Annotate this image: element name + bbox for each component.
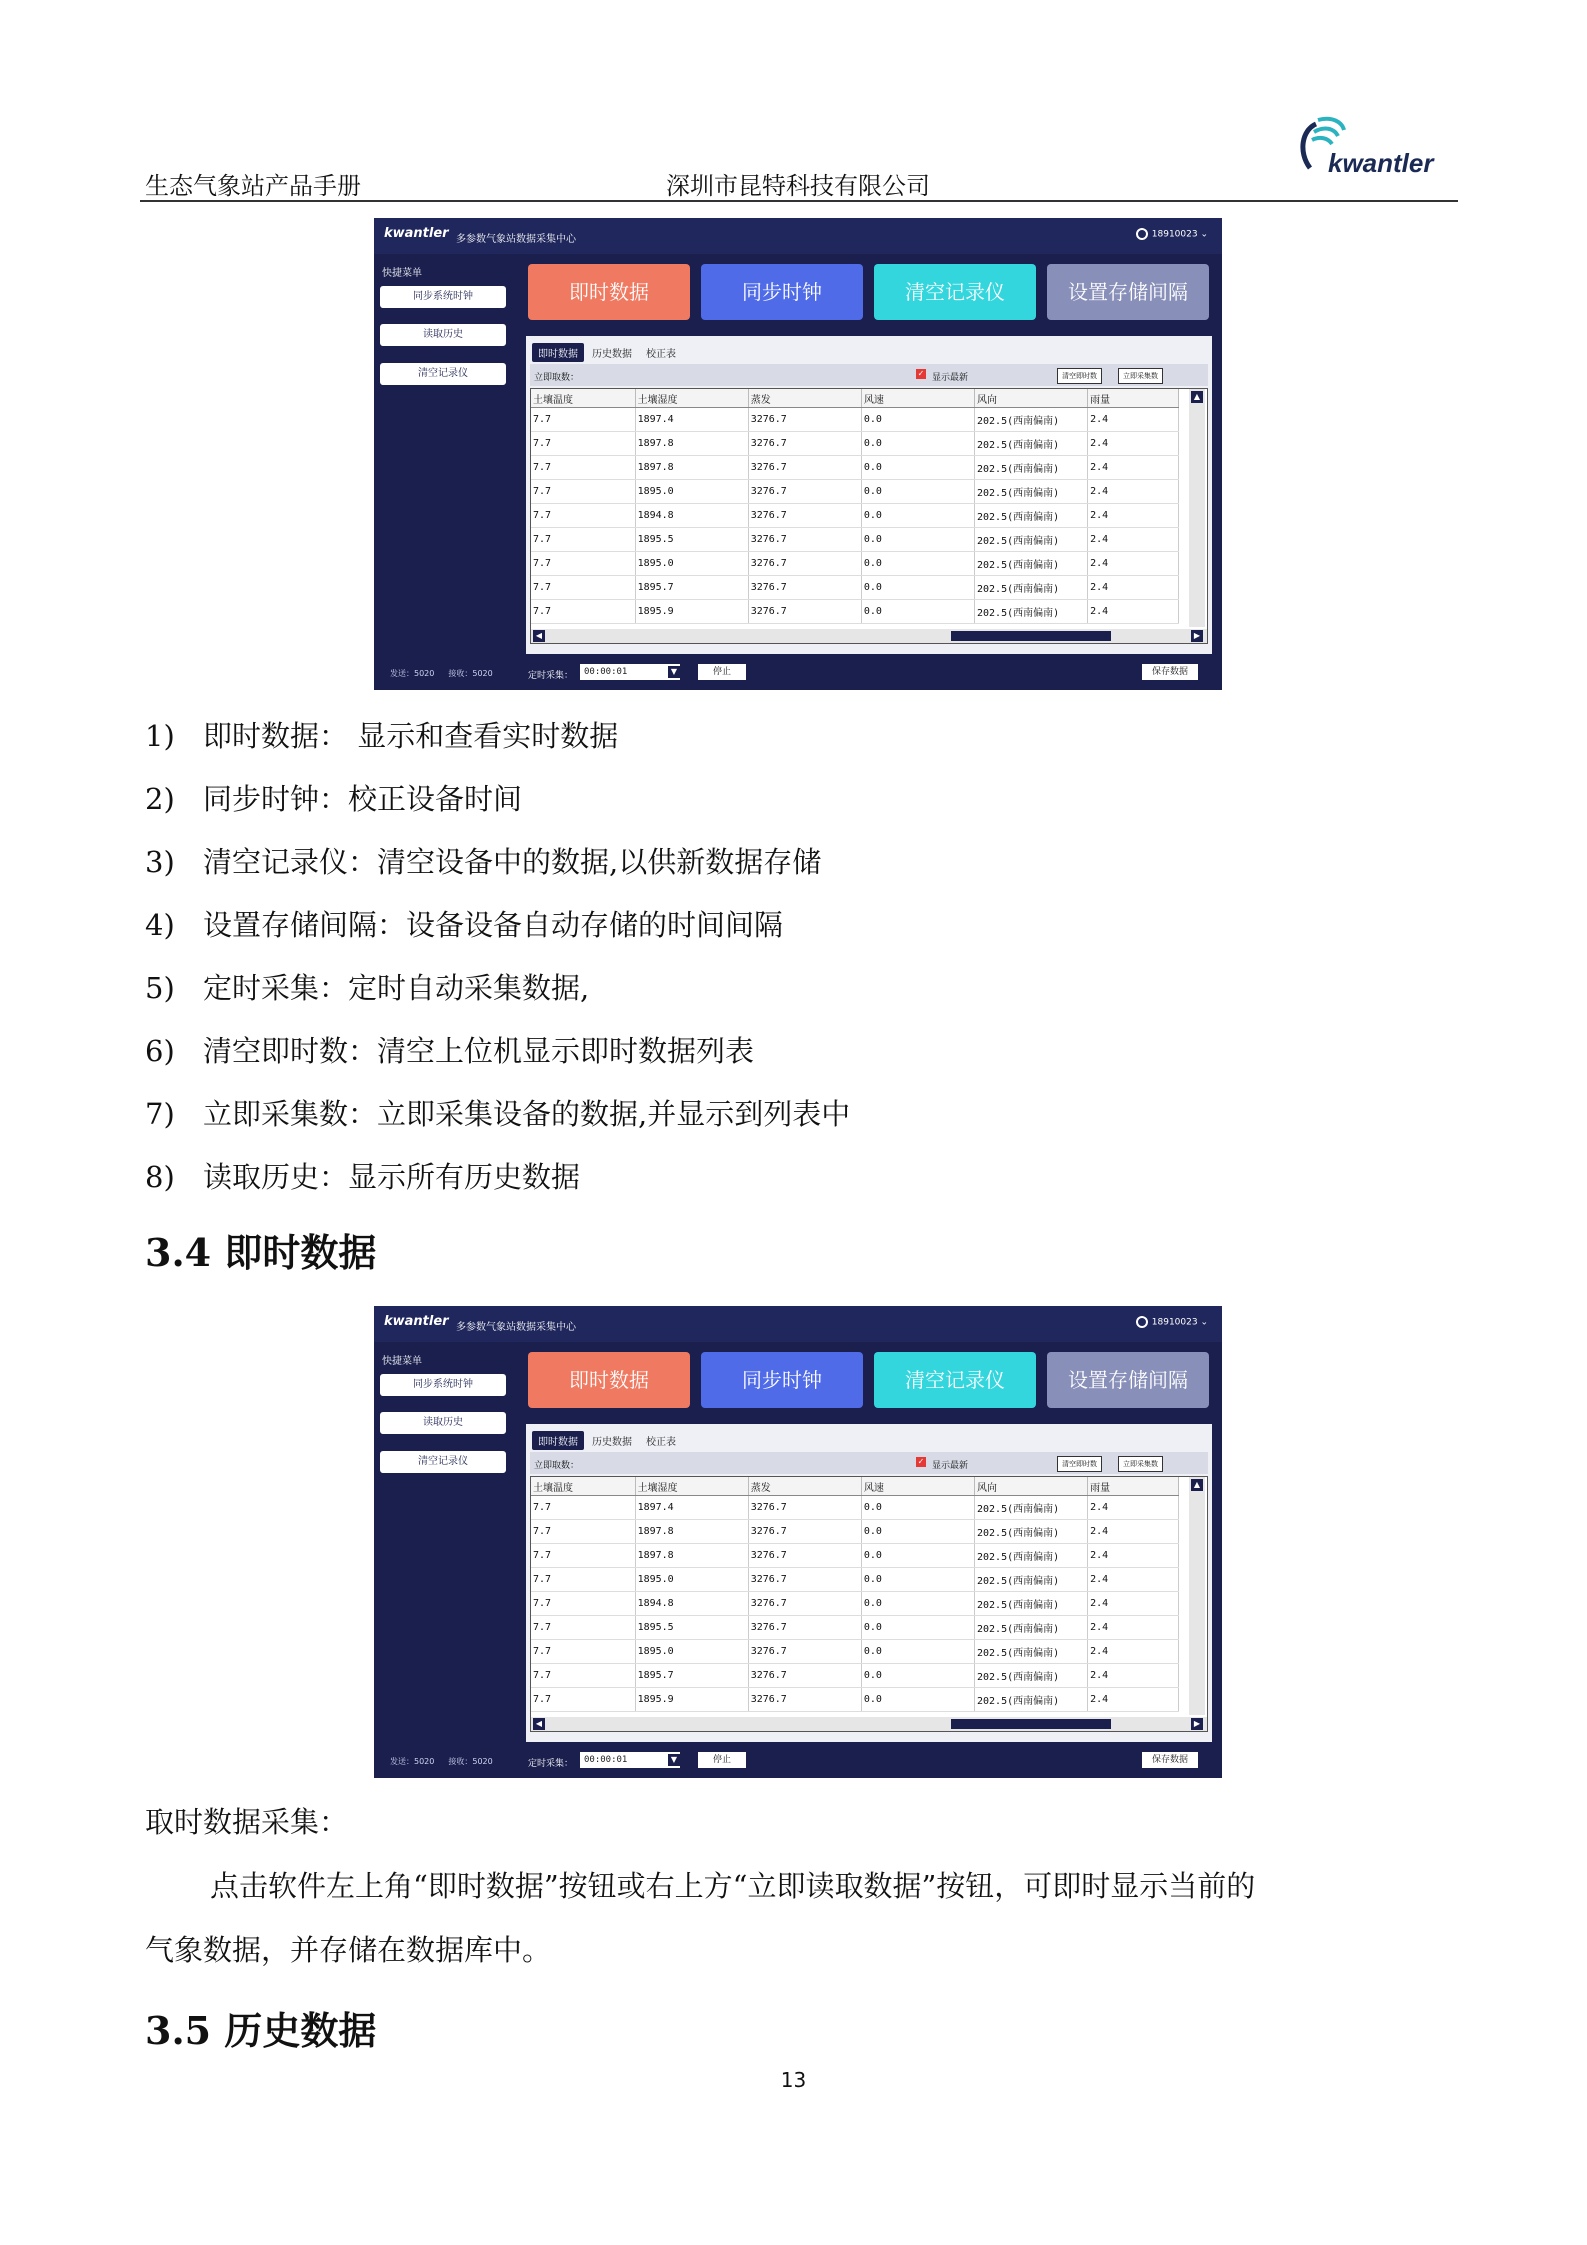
table-cell: 0.0 xyxy=(861,1520,974,1544)
table-cell: 2.4 xyxy=(1088,1688,1179,1712)
column-header[interactable]: 风速 xyxy=(861,1477,974,1496)
collect-now-button[interactable]: 立即采集数 xyxy=(1118,1456,1163,1472)
save-data-button[interactable]: 保存数据 xyxy=(1142,664,1198,680)
header-center: 深圳市昆特科技有限公司 xyxy=(666,172,930,200)
save-data-button[interactable]: 保存数据 xyxy=(1142,1752,1198,1768)
table-row[interactable] xyxy=(531,528,1179,552)
table-cell: 0.0 xyxy=(861,1664,974,1688)
user-menu[interactable]: 18910023 ⌄ xyxy=(1136,228,1208,240)
table-cell: 3276.7 xyxy=(748,1496,861,1520)
table-cell: 0.0 xyxy=(861,1592,974,1616)
table-cell: 7.7 xyxy=(531,408,635,432)
column-header[interactable]: 土壤温度 xyxy=(531,389,635,408)
table-cell: 7.7 xyxy=(531,1592,635,1616)
table-header-row xyxy=(531,1477,1179,1496)
user-icon xyxy=(1136,228,1148,240)
table-cell: 202.5(西南偏南) xyxy=(974,1688,1087,1712)
user-id: 18910023 xyxy=(1151,229,1198,240)
read-history-button[interactable]: 读取历史 xyxy=(380,324,506,346)
table-cell: 7.7 xyxy=(531,1544,635,1568)
table-cell: 2.4 xyxy=(1088,1592,1179,1616)
table-cell: 3276.7 xyxy=(748,552,861,576)
bottom-bar xyxy=(526,1750,1212,1772)
table-row[interactable] xyxy=(531,1568,1179,1592)
toolbar xyxy=(530,1452,1208,1474)
table-cell: 0.0 xyxy=(861,432,974,456)
table-cell: 0.0 xyxy=(861,1616,974,1640)
table-cell: 202.5(西南偏南) xyxy=(974,576,1087,600)
list-item xyxy=(145,966,589,1007)
table-cell: 7.7 xyxy=(531,456,635,480)
kwantler-logo xyxy=(1288,112,1458,184)
list-text: 同步时钟：校正设备时间 xyxy=(203,782,523,816)
user-id: 18910023 xyxy=(1151,1317,1198,1328)
column-header[interactable]: 蒸发 xyxy=(748,389,861,408)
table-cell: 2.4 xyxy=(1088,408,1179,432)
stop-button[interactable]: 停止 xyxy=(698,1752,746,1768)
column-header[interactable]: 雨量 xyxy=(1088,389,1179,408)
set-storage-interval-button[interactable]: 设置存储间隔 xyxy=(1047,264,1209,320)
table-cell: 7.7 xyxy=(531,432,635,456)
table-cell: 2.4 xyxy=(1088,456,1179,480)
table-cell: 2.4 xyxy=(1088,1616,1179,1640)
section-heading-3-4: 3.4 即时数据 xyxy=(145,1230,377,1275)
table-cell: 7.7 xyxy=(531,1640,635,1664)
table-cell: 7.7 xyxy=(531,1520,635,1544)
data-panel xyxy=(526,1424,1212,1742)
table-cell: 2.4 xyxy=(1088,576,1179,600)
table-cell: 1895.0 xyxy=(635,1568,748,1592)
data-panel xyxy=(526,336,1212,654)
list-item xyxy=(145,777,522,818)
table-cell: 1897.8 xyxy=(635,1520,748,1544)
table-row[interactable] xyxy=(531,408,1179,432)
table-cell: 202.5(西南偏南) xyxy=(974,1568,1087,1592)
table-cell: 7.7 xyxy=(531,576,635,600)
user-icon xyxy=(1136,1316,1148,1328)
table-row[interactable] xyxy=(531,600,1179,624)
table-cell: 202.5(西南偏南) xyxy=(974,456,1087,480)
table-cell: 2.4 xyxy=(1088,600,1179,624)
list-text: 立即采集数：立即采集设备的数据,并显示到列表中 xyxy=(203,1097,851,1131)
table-cell: 2.4 xyxy=(1088,504,1179,528)
tab-calibration[interactable]: 校正表 xyxy=(646,349,676,360)
column-header[interactable]: 风向 xyxy=(974,389,1087,408)
list-num: 5) xyxy=(145,971,175,1005)
table-cell: 0.0 xyxy=(861,480,974,504)
tab-realtime[interactable]: 即时数据 xyxy=(532,1431,584,1450)
app-topbar xyxy=(374,218,1222,254)
page-number: 13 xyxy=(780,2068,807,2092)
software-screenshot-1 xyxy=(374,218,1222,690)
table-cell: 7.7 xyxy=(531,600,635,624)
sidebar xyxy=(374,254,524,690)
table-cell: 0.0 xyxy=(861,456,974,480)
table-cell: 3276.7 xyxy=(748,408,861,432)
table-cell: 1897.8 xyxy=(635,432,748,456)
column-header[interactable]: 风速 xyxy=(861,389,974,408)
table-cell: 0.0 xyxy=(861,528,974,552)
table-cell: 1897.8 xyxy=(635,456,748,480)
app-logo: kwantler xyxy=(384,1314,449,1329)
table-row[interactable] xyxy=(531,1616,1179,1640)
table-row[interactable] xyxy=(531,1592,1179,1616)
column-header[interactable]: 蒸发 xyxy=(748,1477,861,1496)
timer-input[interactable]: 00:00:01 xyxy=(580,664,680,680)
table-cell: 202.5(西南偏南) xyxy=(974,1592,1087,1616)
app-topbar xyxy=(374,1306,1222,1342)
table-cell: 202.5(西南偏南) xyxy=(974,408,1087,432)
list-num: 3) xyxy=(145,845,175,879)
table-cell: 7.7 xyxy=(531,1568,635,1592)
user-menu[interactable]: 18910023 ⌄ xyxy=(1136,1316,1208,1328)
table-cell: 202.5(西南偏南) xyxy=(974,1544,1087,1568)
tab-bar xyxy=(532,342,684,360)
menu-title: 快捷菜单 xyxy=(382,1356,422,1367)
table-cell: 202.5(西南偏南) xyxy=(974,600,1087,624)
timer-label: 定时采集： xyxy=(528,671,574,681)
list-item xyxy=(145,714,618,755)
table-cell: 0.0 xyxy=(861,1544,974,1568)
sync-system-clock-button[interactable]: 同步系统时钟 xyxy=(380,1374,506,1396)
data-table xyxy=(531,389,1179,624)
stop-button[interactable]: 停止 xyxy=(698,664,746,680)
table-header-row xyxy=(531,389,1179,408)
timer-input[interactable]: 00:00:01 xyxy=(580,1752,680,1768)
table-cell: 3276.7 xyxy=(748,600,861,624)
table-cell: 7.7 xyxy=(531,504,635,528)
list-text: 即时数据： 显示和查看实时数据 xyxy=(203,719,619,753)
column-header[interactable]: 风向 xyxy=(974,1477,1087,1496)
table-cell: 3276.7 xyxy=(748,480,861,504)
sync-clock-button[interactable]: 同步时钟 xyxy=(701,264,863,320)
scroll-up-icon[interactable]: ▲ xyxy=(1191,1479,1203,1491)
table-cell: 1897.8 xyxy=(635,1544,748,1568)
table-cell: 0.0 xyxy=(861,600,974,624)
table-cell: 0.0 xyxy=(861,1688,974,1712)
table-cell: 0.0 xyxy=(861,1568,974,1592)
table-cell: 7.7 xyxy=(531,1616,635,1640)
list-num: 7) xyxy=(145,1097,175,1131)
tab-calibration[interactable]: 校正表 xyxy=(646,1437,676,1448)
header-left: 生态气象站产品手册 xyxy=(145,172,361,200)
list-item xyxy=(145,1029,754,1070)
table-cell: 3276.7 xyxy=(748,1592,861,1616)
table-cell: 1895.0 xyxy=(635,480,748,504)
logo-text: kwantler xyxy=(1328,148,1434,178)
sync-clock-button[interactable]: 同步时钟 xyxy=(701,1352,863,1408)
table-cell: 1897.4 xyxy=(635,1496,748,1520)
table-row[interactable] xyxy=(531,1496,1179,1520)
table-cell: 1895.7 xyxy=(635,1664,748,1688)
scroll-left-icon[interactable]: ◀ xyxy=(533,1718,545,1730)
list-item xyxy=(145,903,783,944)
set-storage-interval-button[interactable]: 设置存储间隔 xyxy=(1047,1352,1209,1408)
table-cell: 7.7 xyxy=(531,1688,635,1712)
table-row[interactable] xyxy=(531,552,1179,576)
software-screenshot-2 xyxy=(374,1306,1222,1778)
table-cell: 202.5(西南偏南) xyxy=(974,1496,1087,1520)
table-cell: 0.0 xyxy=(861,504,974,528)
scroll-thumb[interactable] xyxy=(951,1719,1111,1729)
clear-recorder-button[interactable]: 清空记录仪 xyxy=(874,264,1036,320)
table-cell: 0.0 xyxy=(861,1496,974,1520)
table-cell: 2.4 xyxy=(1088,1640,1179,1664)
table-cell: 1895.9 xyxy=(635,600,748,624)
table-cell: 0.0 xyxy=(861,552,974,576)
table-row[interactable] xyxy=(531,1544,1179,1568)
table-cell: 2.4 xyxy=(1088,552,1179,576)
table-cell: 7.7 xyxy=(531,552,635,576)
clear-recorder-button[interactable]: 清空记录仪 xyxy=(874,1352,1036,1408)
fetch-label: 立即取数： xyxy=(534,1461,580,1471)
table-cell: 3276.7 xyxy=(748,456,861,480)
scroll-right-icon[interactable]: ▶ xyxy=(1191,630,1203,642)
paragraph-title: 取时数据采集： xyxy=(145,1805,349,1839)
list-text: 清空即时数：清空上位机显示即时数据列表 xyxy=(203,1034,755,1068)
bottom-bar xyxy=(526,662,1212,684)
list-num: 2) xyxy=(145,782,175,816)
table-cell: 3276.7 xyxy=(748,432,861,456)
chevron-down-icon[interactable]: ▼ xyxy=(668,1754,680,1766)
toolbar xyxy=(530,364,1208,386)
table-cell: 0.0 xyxy=(861,576,974,600)
data-grid xyxy=(530,1476,1208,1732)
column-header[interactable]: 雨量 xyxy=(1088,1477,1179,1496)
horizontal-scrollbar[interactable] xyxy=(531,1717,1207,1731)
list-item xyxy=(145,840,821,881)
table-cell: 2.4 xyxy=(1088,528,1179,552)
table-row[interactable] xyxy=(531,576,1179,600)
table-cell: 202.5(西南偏南) xyxy=(974,1640,1087,1664)
scroll-up-icon[interactable]: ▲ xyxy=(1191,391,1203,403)
table-cell: 2.4 xyxy=(1088,1544,1179,1568)
collect-now-button[interactable]: 立即采集数 xyxy=(1118,368,1163,384)
table-cell: 1895.9 xyxy=(635,1688,748,1712)
table-cell: 1895.0 xyxy=(635,552,748,576)
table-cell: 3276.7 xyxy=(748,1520,861,1544)
menu-title: 快捷菜单 xyxy=(382,268,422,279)
table-cell: 2.4 xyxy=(1088,1496,1179,1520)
list-num: 4) xyxy=(145,908,175,942)
horizontal-scrollbar[interactable] xyxy=(531,629,1207,643)
scroll-thumb[interactable] xyxy=(951,631,1111,641)
list-text: 清空记录仪：清空设备中的数据,以供新数据存储 xyxy=(203,845,822,879)
table-cell: 202.5(西南偏南) xyxy=(974,480,1087,504)
section-heading-3-5: 3.5 历史数据 xyxy=(145,2008,377,2053)
io-counts xyxy=(390,1756,507,1767)
table-cell: 3276.7 xyxy=(748,1688,861,1712)
table-row[interactable] xyxy=(531,1640,1179,1664)
tab-bar xyxy=(532,1430,684,1448)
table-cell: 1894.8 xyxy=(635,1592,748,1616)
table-cell: 7.7 xyxy=(531,1664,635,1688)
realtime-data-button[interactable]: 即时数据 xyxy=(528,264,690,320)
table-cell: 7.7 xyxy=(531,480,635,504)
table-cell: 3276.7 xyxy=(748,528,861,552)
table-cell: 2.4 xyxy=(1088,432,1179,456)
table-cell: 0.0 xyxy=(861,408,974,432)
table-row[interactable] xyxy=(531,456,1179,480)
tab-history[interactable]: 历史数据 xyxy=(592,349,632,360)
io-counts xyxy=(390,668,507,679)
table-cell: 3276.7 xyxy=(748,504,861,528)
tab-history[interactable]: 历史数据 xyxy=(592,1437,632,1448)
table-cell: 3276.7 xyxy=(748,1544,861,1568)
table-row[interactable] xyxy=(531,1520,1179,1544)
list-num: 1) xyxy=(145,719,175,753)
fetch-label: 立即取数： xyxy=(534,373,580,383)
data-grid xyxy=(530,388,1208,644)
paragraph-line-2: 气象数据，并存储在数据库中。 xyxy=(145,1933,552,1967)
list-num: 8) xyxy=(145,1160,175,1194)
list-item xyxy=(145,1155,580,1196)
table-cell: 1895.7 xyxy=(635,576,748,600)
clear-recorder-side-button[interactable]: 清空记录仪 xyxy=(380,363,506,385)
list-text: 读取历史：显示所有历史数据 xyxy=(203,1160,581,1194)
sidebar xyxy=(374,1342,524,1778)
table-cell: 2.4 xyxy=(1088,480,1179,504)
scroll-right-icon[interactable]: ▶ xyxy=(1191,1718,1203,1730)
column-header[interactable]: 土壤温度 xyxy=(531,1477,635,1496)
show-latest-checkbox[interactable]: ✓ xyxy=(917,1457,925,1466)
table-cell: 1895.0 xyxy=(635,1640,748,1664)
table-cell: 7.7 xyxy=(531,1496,635,1520)
recv-count: 接收：5020 xyxy=(448,1757,493,1766)
column-header[interactable]: 土壤湿度 xyxy=(635,1477,748,1496)
header-rule xyxy=(140,200,1458,202)
clear-recorder-side-button[interactable]: 清空记录仪 xyxy=(380,1451,506,1473)
table-cell: 2.4 xyxy=(1088,1520,1179,1544)
show-latest-label: 显示最新 xyxy=(932,373,969,383)
scroll-left-icon[interactable]: ◀ xyxy=(533,630,545,642)
table-row[interactable] xyxy=(531,432,1179,456)
app-logo: kwantler xyxy=(384,226,449,241)
list-num: 6) xyxy=(145,1034,175,1068)
table-cell: 202.5(西南偏南) xyxy=(974,432,1087,456)
vertical-scrollbar[interactable] xyxy=(1189,389,1205,627)
table-cell: 7.7 xyxy=(531,528,635,552)
read-history-button[interactable]: 读取历史 xyxy=(380,1412,506,1434)
table-cell: 3276.7 xyxy=(748,1568,861,1592)
table-cell: 3276.7 xyxy=(748,1640,861,1664)
app-title: 多参数气象站数据采集中心 xyxy=(456,1322,576,1333)
table-cell: 2.4 xyxy=(1088,1664,1179,1688)
table-cell: 1897.4 xyxy=(635,408,748,432)
clear-realtime-button[interactable]: 清空即时数 xyxy=(1057,1456,1102,1472)
show-latest-checkbox[interactable]: ✓ xyxy=(917,369,925,378)
column-header[interactable]: 土壤湿度 xyxy=(635,389,748,408)
table-cell: 202.5(西南偏南) xyxy=(974,1616,1087,1640)
table-cell: 0.0 xyxy=(861,1640,974,1664)
realtime-data-button[interactable]: 即时数据 xyxy=(528,1352,690,1408)
app-title: 多参数气象站数据采集中心 xyxy=(456,234,576,245)
table-cell: 202.5(西南偏南) xyxy=(974,1520,1087,1544)
table-cell: 1895.5 xyxy=(635,528,748,552)
clear-realtime-button[interactable]: 清空即时数 xyxy=(1057,368,1102,384)
send-count: 发送：5020 xyxy=(390,1757,435,1766)
show-latest-label: 显示最新 xyxy=(932,1461,969,1471)
table-row[interactable] xyxy=(531,1664,1179,1688)
table-cell: 1894.8 xyxy=(635,504,748,528)
list-text: 设置存储间隔：设备设备自动存储的时间间隔 xyxy=(203,908,784,942)
timer-label: 定时采集： xyxy=(528,1759,574,1769)
send-count: 发送：5020 xyxy=(390,669,435,678)
table-cell: 202.5(西南偏南) xyxy=(974,504,1087,528)
sync-system-clock-button[interactable]: 同步系统时钟 xyxy=(380,286,506,308)
chevron-down-icon[interactable]: ▼ xyxy=(668,666,680,678)
table-cell: 3276.7 xyxy=(748,1664,861,1688)
table-cell: 3276.7 xyxy=(748,576,861,600)
table-cell: 202.5(西南偏南) xyxy=(974,1664,1087,1688)
table-cell: 3276.7 xyxy=(748,1616,861,1640)
table-row[interactable] xyxy=(531,504,1179,528)
list-item xyxy=(145,1092,850,1133)
data-table xyxy=(531,1477,1179,1712)
table-cell: 2.4 xyxy=(1088,1568,1179,1592)
table-cell: 1895.5 xyxy=(635,1616,748,1640)
table-row[interactable] xyxy=(531,1688,1179,1712)
paragraph-line-1: 点击软件左上角“即时数据”按钮或右上方“立即读取数据”按钮，可即时显示当前的 xyxy=(210,1869,1256,1903)
table-cell: 202.5(西南偏南) xyxy=(974,552,1087,576)
table-cell: 202.5(西南偏南) xyxy=(974,528,1087,552)
vertical-scrollbar[interactable] xyxy=(1189,1477,1205,1715)
list-text: 定时采集：定时自动采集数据, xyxy=(203,971,590,1005)
tab-realtime[interactable]: 即时数据 xyxy=(532,343,584,362)
recv-count: 接收：5020 xyxy=(448,669,493,678)
table-row[interactable] xyxy=(531,480,1179,504)
